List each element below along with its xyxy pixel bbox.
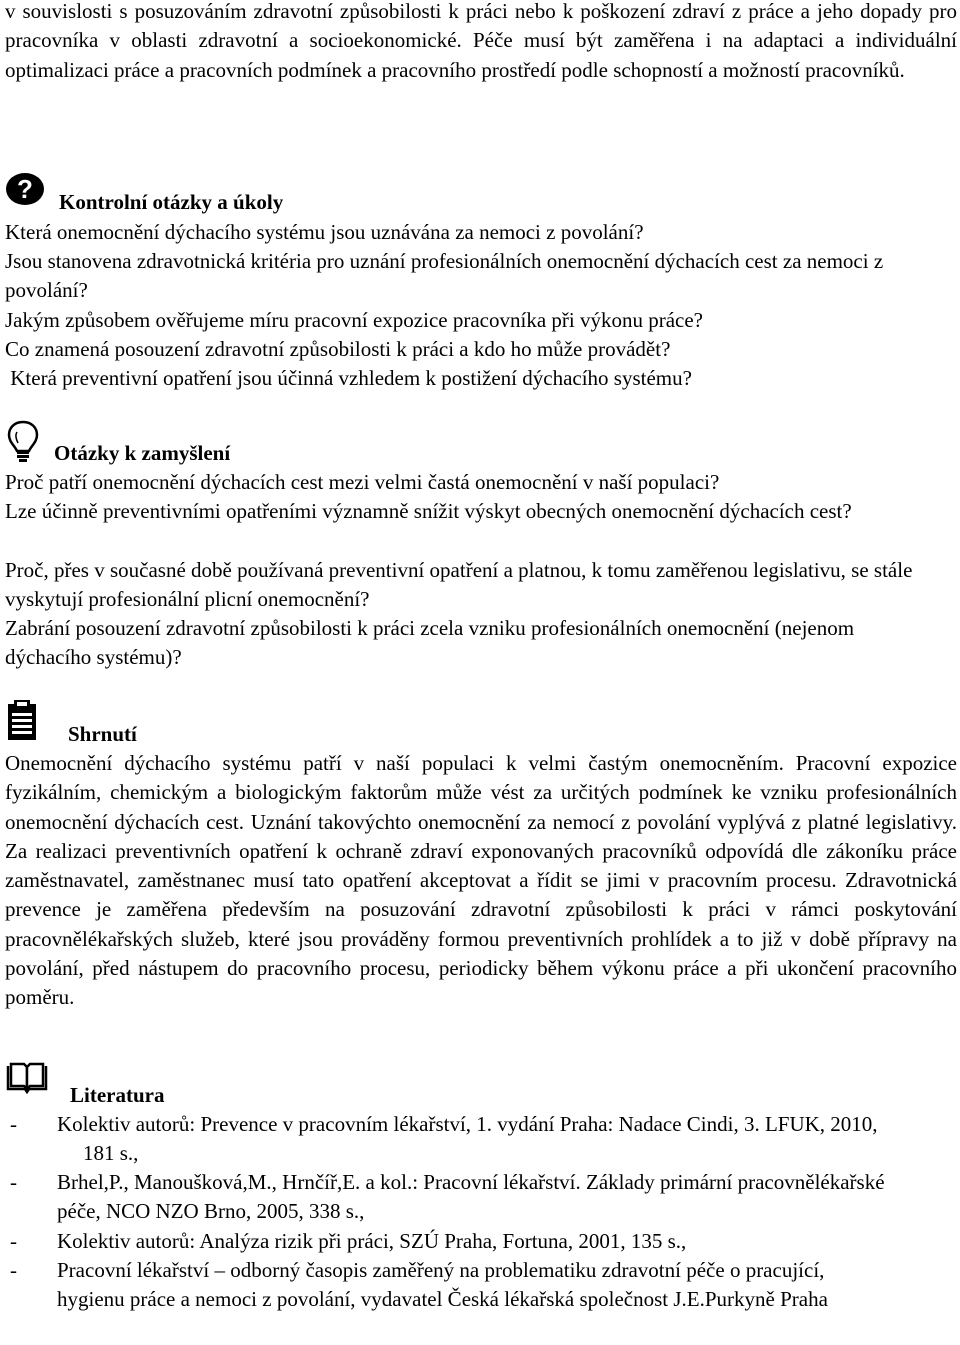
- reflection-item: Zabrání posouzení zdravotní způsobilosti k práci zcela vzniku profesionálních onemocnění (nejenom dýchacího systému)?: [5, 616, 855, 670]
- question-item: Co znamená posouzení zdravotní způsobilosti k práci a kdo ho může provádět?: [5, 337, 671, 361]
- svg-text:?: ?: [17, 174, 33, 204]
- questions-heading: Kontrolní otázky a úkoly: [59, 190, 284, 214]
- literature-item: [10, 1168, 955, 1227]
- list-bullet: -: [10, 1112, 17, 1136]
- notepad-icon: [6, 698, 38, 748]
- question-item: Která onemocnění dýchacího systému jsou uznávána za nemoci z povolání?: [5, 220, 644, 244]
- open-book-icon: [5, 1062, 49, 1100]
- reflection-item: Proč patří onemocnění dýchacích cest mezi velmi častá onemocnění v naší populaci?: [5, 470, 720, 494]
- literature-item: [10, 1110, 955, 1169]
- literature-item-text: Kolektiv autorů: Prevence v pracovním lékařství, 1. vydání Praha: Nadace Cindi, 3. LFUK, 2010, 181 s.,: [57, 1112, 878, 1166]
- summary-paragraph: Onemocnění dýchacího systému patří v naší populaci k velmi častým onemocněním. Pracovní expozice fyzikálním, chemickým a biologickým faktorům může vést za určitých podmínek ke vzniku profesionálních onemocnění dýchacích cest. Uznání takovýchto onemocnění za nemocí z povolání vyplývá z platné legislativy. Za realizaci preventivních opatření k ochraně zdraví exponovaných pracovníků odpovídá dle zákoníku práce zaměstnavatel, zaměstnanec musí tato opatření akceptovat a řídit se jimi v pracovním procesu. Zdravotnická prevence je zaměřena především na posuzování zdravotní způsobilosti k práci v rámci poskytování pracovnělékařských služeb, které jsou prováděny formou preventivních prohlídek a to již v době přípravy na povolání, před nástupem do pracovního procesu, periodicky během výkonu práce a při ukončení pracovního poměru.: [5, 751, 957, 1010]
- literature-item-text: Kolektiv autorů: Analýza rizik při práci, SZÚ Praha, Fortuna, 2001, 135 s.,: [57, 1229, 687, 1253]
- literature-item-text: Pracovní lékařství – odborný časopis zaměřený na problematiku zdravotní péče o pracující, hygienu práce a nemoci z povolání, vydavatel Česká lékařská společnost J.E.Purkyně Praha: [57, 1258, 828, 1312]
- literature-heading: Literatura: [70, 1083, 165, 1107]
- list-bullet: -: [10, 1229, 17, 1253]
- lightbulb-icon: [7, 420, 39, 470]
- reflection-item: Proč, přes v současné době používaná preventivní opatření a platnou, k tomu zaměřenou legislativu, se stále vyskytují profesionální plicní onemocnění?: [5, 558, 913, 612]
- list-bullet: -: [10, 1258, 17, 1282]
- question-item: Která preventivní opatření jsou účinná vzhledem k postižení dýchacího systému?: [5, 366, 692, 390]
- literature-item: [10, 1227, 955, 1256]
- summary-heading: Shrnutí: [68, 722, 137, 746]
- reflection-item: Lze účinně preventivními opatřeními významně snížit výskyt obecných onemocnění dýchacích cest?: [5, 499, 852, 523]
- question-item: Jakým způsobem ověřujeme míru pracovní expozice pracovníka při výkonu práce?: [5, 308, 703, 332]
- question-item: Jsou stanovena zdravotnická kritéria pro uznání profesionálních onemocnění dýchacích cest za nemoci z povolání?: [5, 249, 884, 303]
- literature-item: [10, 1256, 955, 1315]
- literature-item-text: Brhel,P., Manoušková,M., Hrnčíř,E. a kol.: Pracovní lékařství. Základy primární pracovnělékařské péče, NCO NZO Brno, 2005, 338 s.,: [57, 1170, 885, 1224]
- intro-paragraph: v souvislosti s posuzováním zdravotní způsobilosti k práci nebo k poškození zdraví z práce a jeho dopady pro pracovníka v oblasti zdravotní a socioekonomické. Péče musí být zaměřena i na adaptaci a individuální optimalizaci práce a pracovních podmínek a pracovního prostředí podle schopností a možností pracovníků.: [5, 0, 957, 82]
- question-icon: [5, 172, 45, 214]
- list-bullet: -: [10, 1170, 17, 1194]
- reflection-heading: Otázky k zamyšlení: [54, 441, 231, 465]
